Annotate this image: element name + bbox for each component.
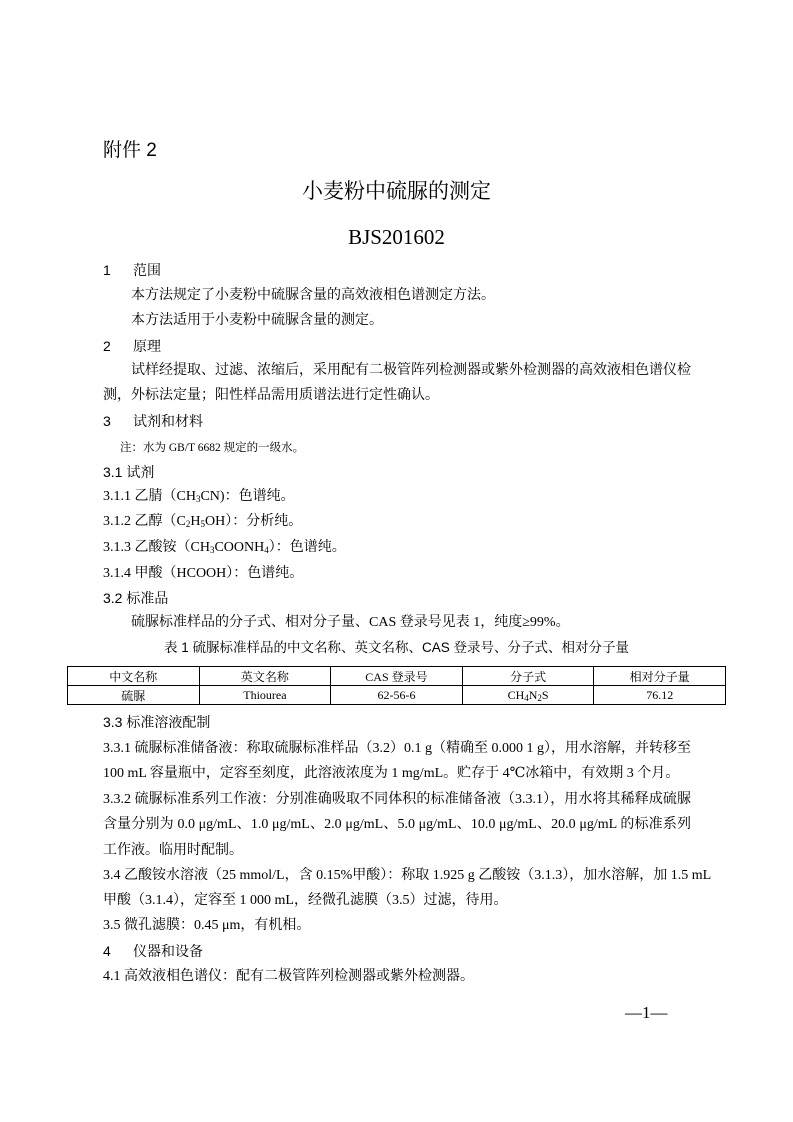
note: 注：水为 GB/T 6682 规定的一级水。 bbox=[120, 442, 305, 454]
table-header: 相对分子量 bbox=[594, 667, 726, 686]
paragraph: 100 mL 容量瓶中，定容至刻度，此溶液浓度为 1 mg/mL。贮存于 4℃冰箱中，有效期 3 个月。 bbox=[103, 766, 680, 781]
table-header: 中文名称 bbox=[68, 667, 200, 686]
reagent-item: 3.1.2 乙醇$(C_2H_5OH)$：分析纯。 bbox=[103, 514, 303, 529]
reagent-item: 3.1.3 乙酸铵$(CH_3COONH_4)$：色谱纯。 bbox=[103, 540, 346, 555]
table-row bbox=[68, 686, 726, 705]
paragraph: 含量分别为 0.0 μg/mL、1.0 μg/mL、2.0 μg/mL、5.0 μg/mL、10.0 μg/mL、20.0 μg/mL 的标准系列 bbox=[103, 817, 691, 832]
section-4-heading: 4 仪器和设备 bbox=[103, 943, 203, 959]
paragraph: 硫脲标准样品的分子式、相对分子量、CAS 登录号见表 1，纯度≥99%。 bbox=[131, 615, 570, 630]
standard-table bbox=[67, 666, 726, 705]
paragraph: 3.5 微孔滤膜：0.45 μm，有机相。 bbox=[103, 918, 311, 933]
paragraph: 3.3.1 硫脲标准储备液：称取硫脲标准样品（3.2）0.1 g（精确至 0.000 1 g），用水溶解，并转移至 bbox=[103, 741, 691, 756]
section-1-heading: 1 范围 bbox=[103, 262, 161, 278]
section-3-3-heading: 3.3 标准溶液配制 bbox=[103, 714, 211, 730]
section-3-heading: 3 试剂和材料 bbox=[103, 413, 203, 429]
table-header-row bbox=[68, 667, 726, 686]
paragraph: 4.1 高效液相色谱仪：配有二极管阵列检测器或紫外检测器。 bbox=[103, 969, 474, 984]
table-cell: 76.12 bbox=[594, 686, 726, 705]
table-cell: $CH_4N_2S$ bbox=[462, 686, 594, 705]
document-title: 小麦粉中硫脲的测定 bbox=[302, 179, 491, 203]
section-2-heading: 2 原理 bbox=[103, 338, 161, 354]
table-cell: Thiourea bbox=[199, 686, 331, 705]
reagent-item: 3.1.1 乙腈$(CH_3CN)$：色谱纯。 bbox=[103, 489, 295, 504]
page-number: —1— bbox=[625, 1003, 668, 1022]
table-cell: 62-56-6 bbox=[331, 686, 463, 705]
paragraph: 试样经提取、过滤、浓缩后，采用配有二极管阵列检测器或紫外检测器的高效液相色谱仪检 bbox=[131, 363, 691, 378]
reagent-item: 3.1.4 甲酸（HCOOH）：色谱纯。 bbox=[103, 566, 304, 581]
paragraph: 本方法规定了小麦粉中硫脲含量的高效液相色谱测定方法。 bbox=[131, 288, 495, 303]
paragraph: 3.3.2 硫脲标准系列工作液：分别准确吸取不同体积的标准储备液（3.3.1），用水将其稀释成硫脲 bbox=[103, 792, 691, 807]
section-3-2-heading: 3.2 标准品 bbox=[103, 590, 169, 606]
paragraph: 甲酸（3.1.4），定容至 1 000 mL，经微孔滤膜（3.5）过滤，待用。 bbox=[103, 893, 508, 908]
section-3-1-heading: 3.1 试剂 bbox=[103, 464, 155, 480]
table-header: 分子式 bbox=[462, 667, 594, 686]
paragraph: 本方法适用于小麦粉中硫脲含量的测定。 bbox=[131, 313, 383, 328]
document-code: BJS201602 bbox=[348, 225, 445, 249]
paragraph: 3.4 乙酸铵水溶液（25 mmol/L，含 0.15%甲酸）：称取 1.925 g 乙酸铵（3.1.3），加水溶解，加 1.5 mL bbox=[103, 868, 712, 883]
paragraph: 测，外标法定量；阳性样品需用质谱法进行定性确认。 bbox=[103, 388, 439, 403]
paragraph: 工作液。临用时配制。 bbox=[103, 843, 243, 858]
table-caption: 表 1 硫脲标准样品的中文名称、英文名称、CAS 登录号、分子式、相对分子量 bbox=[163, 640, 630, 655]
table-cell: 硫脲 bbox=[68, 686, 200, 705]
attachment-label: 附件 2 bbox=[103, 140, 157, 161]
table-header: CAS 登录号 bbox=[331, 667, 463, 686]
table-header: 英文名称 bbox=[199, 667, 331, 686]
